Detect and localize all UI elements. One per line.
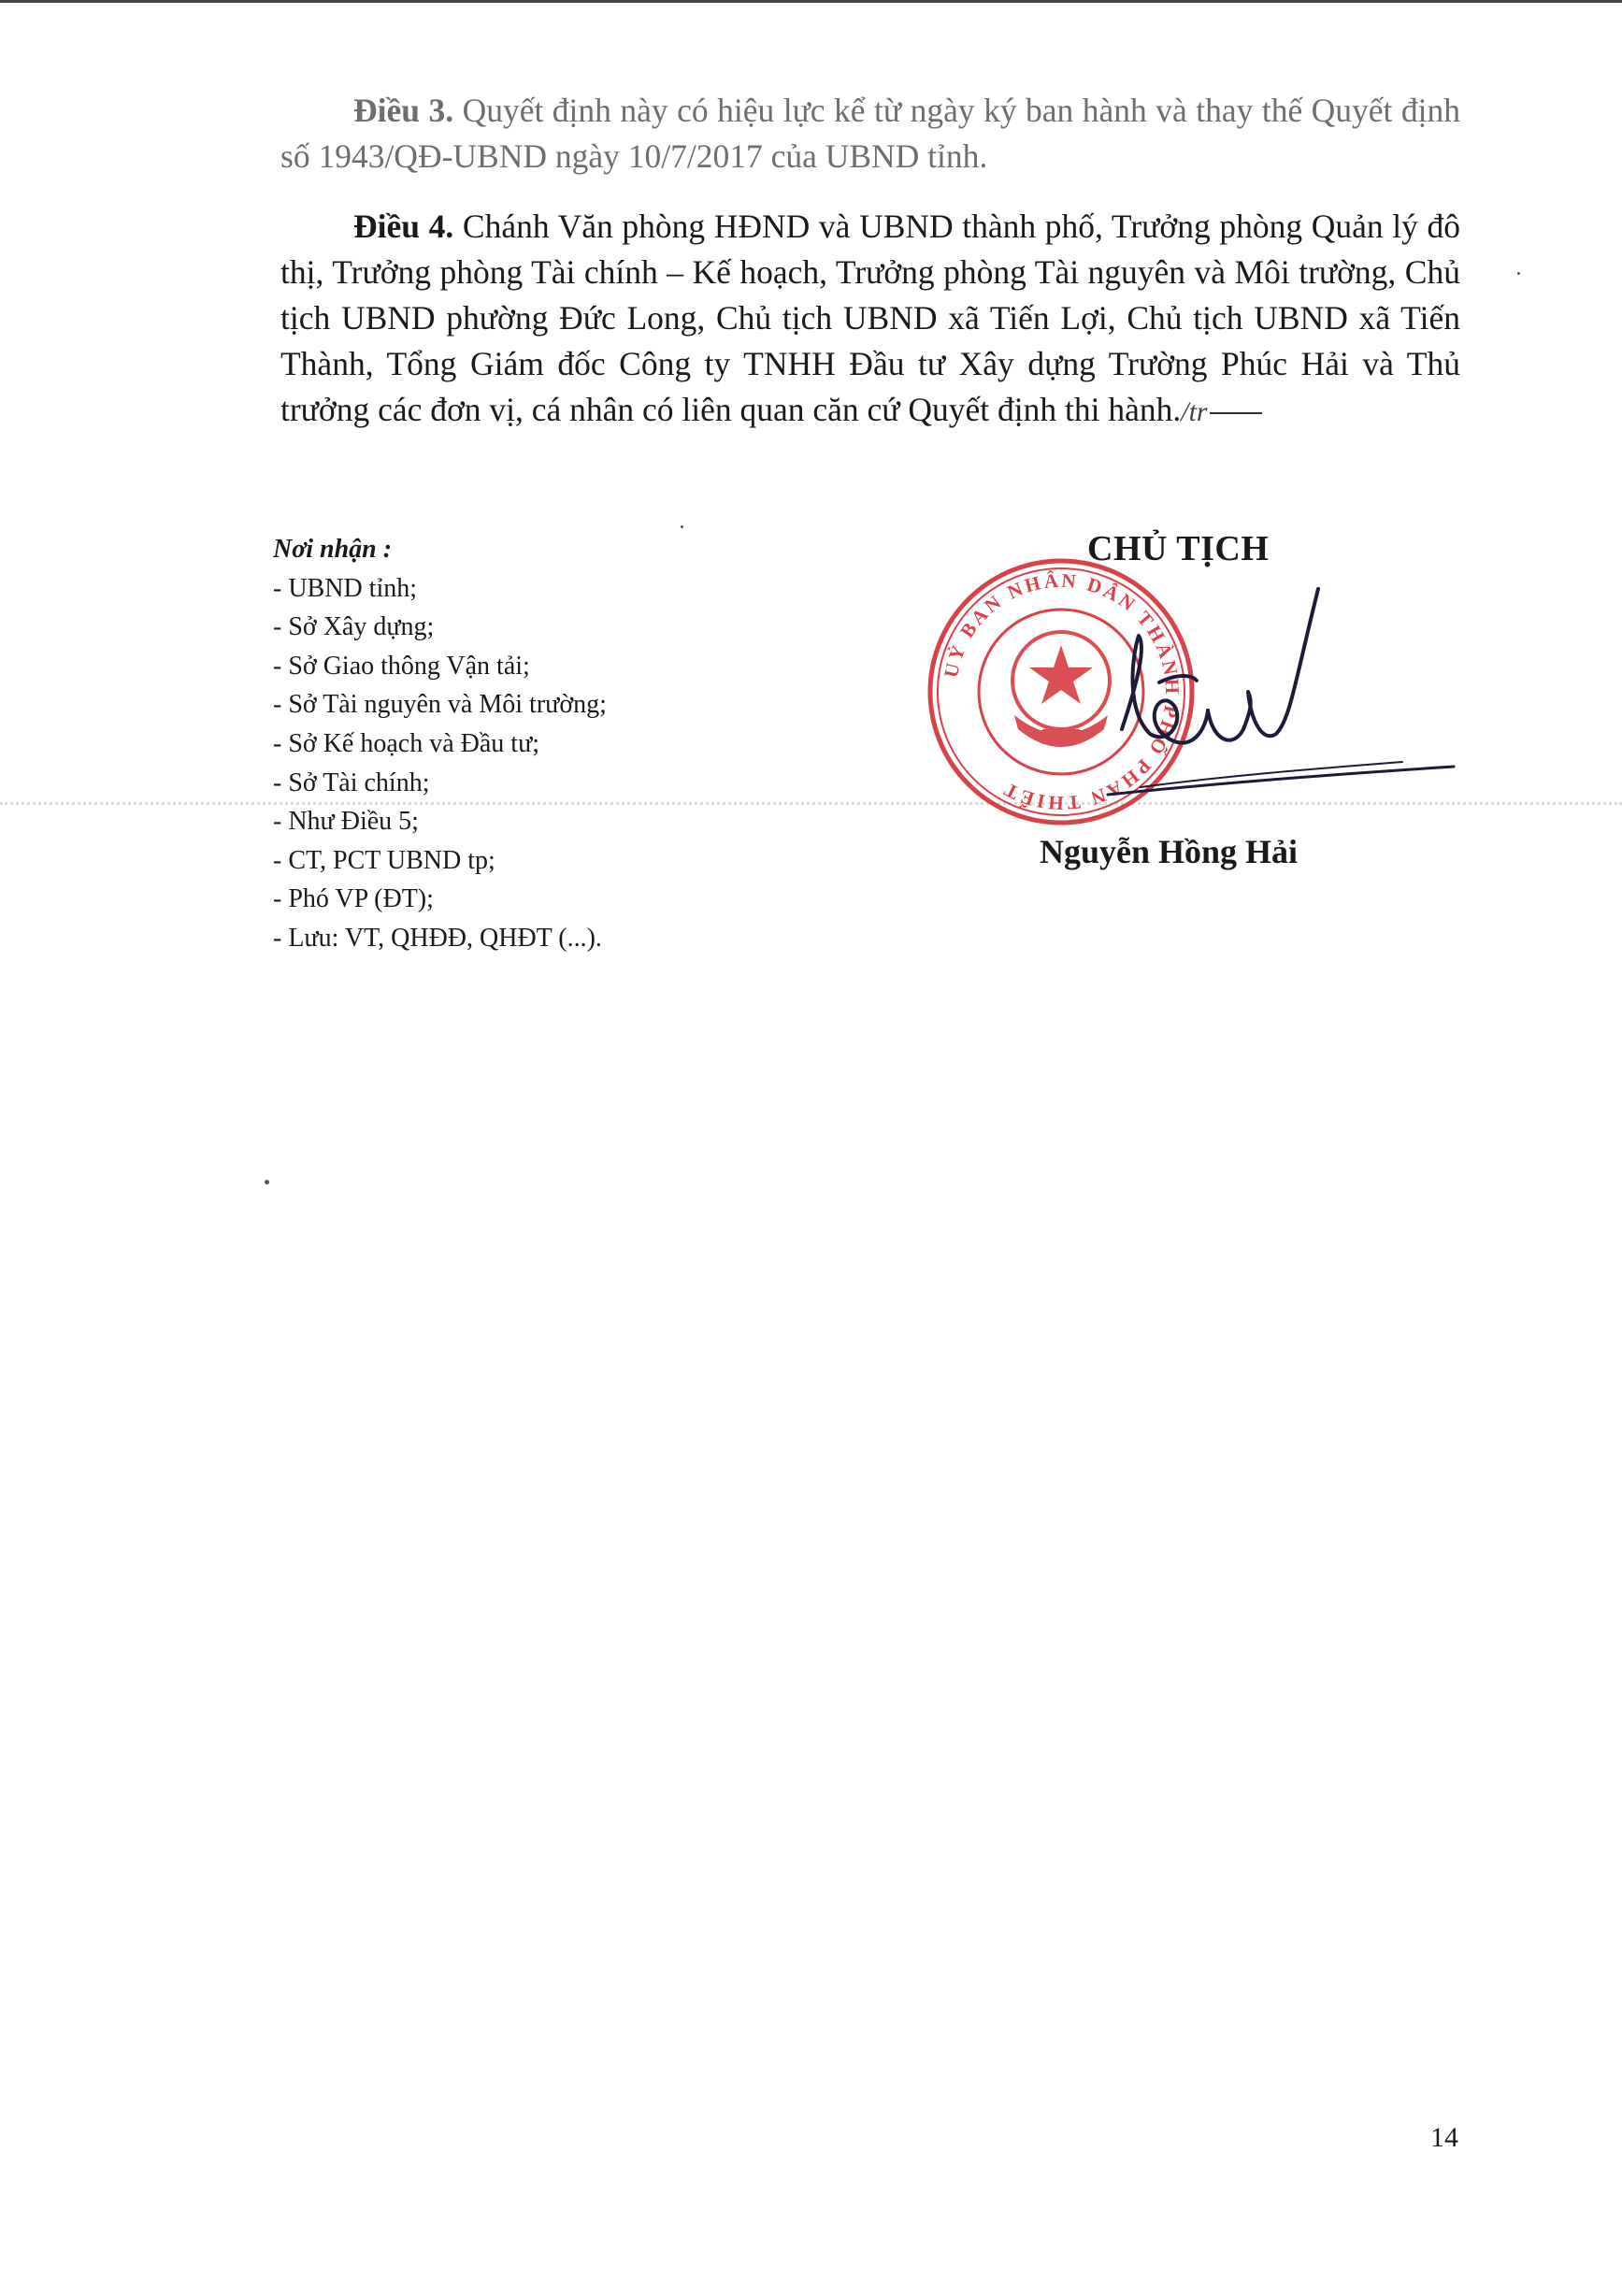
recipient-item: - Sở Kế hoạch và Đầu tư; <box>273 728 540 758</box>
recipient-item: - Lưu: VT, QHĐĐ, QHĐT (...). <box>273 923 602 953</box>
scan-speck <box>265 1180 269 1184</box>
recipients-block <box>273 530 607 958</box>
recipient-item: - Sở Xây dựng; <box>273 612 435 642</box>
article-3-label: Điều 3. <box>353 92 454 129</box>
signer-name: Nguyễn Hồng Hải <box>1040 833 1299 870</box>
article-4-label: Điều 4. <box>353 208 454 245</box>
recipients-title: Nơi nhận : <box>273 535 393 564</box>
recipient-item: - Sở Giao thông Vận tải; <box>273 651 530 681</box>
handwritten-mark: /tr <box>1181 396 1208 427</box>
article-3-paragraph <box>280 88 1460 179</box>
page-number: 14 <box>1430 2122 1458 2153</box>
signer-title: CHỦ TỊCH <box>1087 529 1270 568</box>
scan-speck <box>681 525 683 528</box>
scan-speck <box>1517 272 1520 275</box>
scan-top-edge <box>0 0 1622 3</box>
seal-text: UỶ BAN NHÂN DÂN THÀNH PHỐ PHAN THIẾT <box>939 568 1184 815</box>
article-3-text: Quyết định này có hiệu lực kể từ ngày ký ban hành và thay thế Quyết định số 1943/QĐ-UBND ngày 10/7/2017 của UBND tỉnh. <box>280 92 1461 175</box>
national-emblem-icon <box>1012 632 1110 747</box>
recipient-item: - Sở Tài chính; <box>273 768 430 797</box>
end-dash <box>1208 407 1264 420</box>
recipient-item: - Phó VP (ĐT); <box>273 884 434 914</box>
recipient-item: - CT, PCT UBND tp; <box>273 845 495 875</box>
article-4-text: Chánh Văn phòng HĐND và UBND thành phố, Trưởng phòng Quản lý đô thị, Trưởng phòng Tài chính – Kế hoạch, Trưởng phòng Tài nguyên và Môi trường, Chủ tịch UBND phường Đức Long, Chủ tịch UBND xã Tiến Lợi, Chủ tịch UBND xã Tiến Thành, Tổng Giám đốc Công ty TNHH Đầu tư Xây dựng Trường Phúc Hải và Thủ trưởng các đơn vị, cá nhân có liên quan căn cứ Quyết định thi hành. <box>280 208 1460 428</box>
handwritten-signature <box>1103 570 1458 813</box>
recipient-item: - UBND tỉnh; <box>273 573 417 603</box>
recipient-item: - Sở Tài nguyên và Môi trường; <box>273 690 607 720</box>
recipient-item: - Như Điều 5; <box>273 807 419 837</box>
article-4-paragraph <box>280 204 1460 435</box>
recipients-list <box>273 569 607 958</box>
